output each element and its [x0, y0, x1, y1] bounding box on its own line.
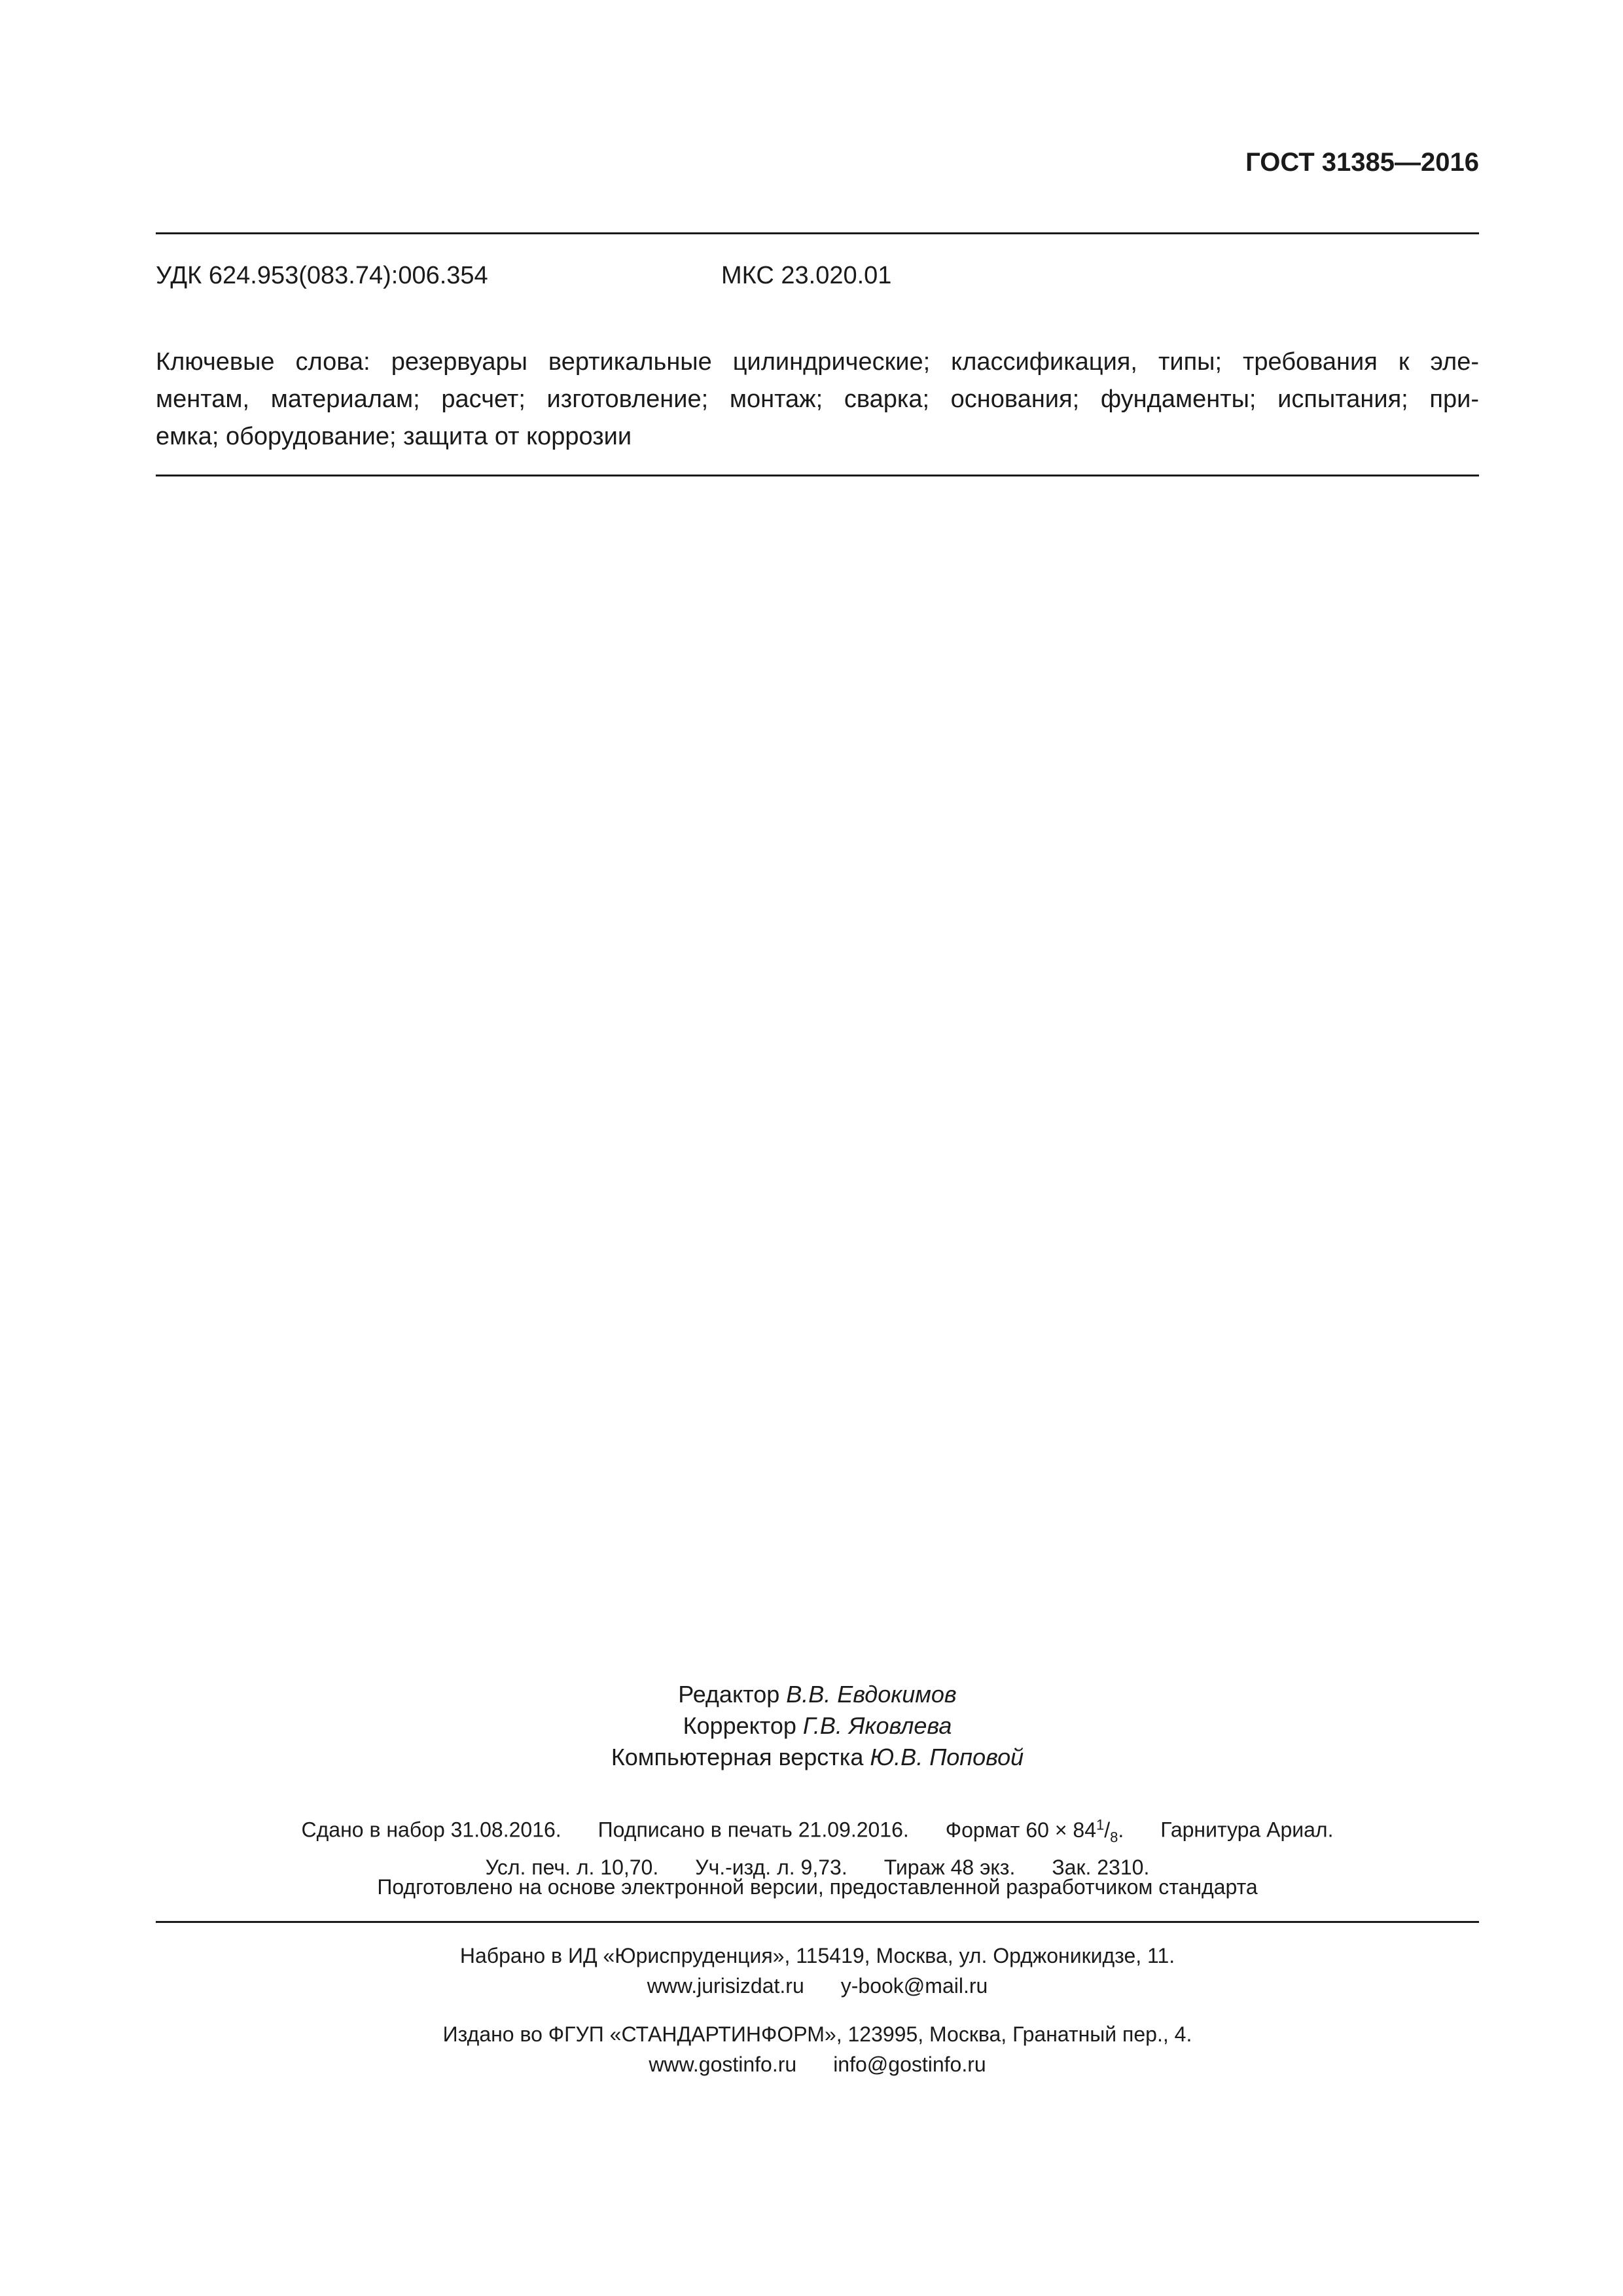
publisher-email-link[interactable]: info@gostinfo.ru: [833, 2053, 986, 2076]
corrector-line: [156, 1710, 1479, 1742]
typesetter-block: [156, 1941, 1479, 2001]
signed-date: Подписано в печать 21.09.2016.: [597, 1818, 909, 1842]
keywords-line: емка; оборудование; защита от коррозии: [156, 423, 632, 450]
submitted-date: Сдано в набор 31.08.2016.: [301, 1818, 562, 1842]
publisher-contacts: [156, 2049, 1479, 2079]
keywords-line: ментам, материалам; расчет; изготовление; монтаж; сварка; основания; фундаменты; испытания; при-: [156, 386, 1479, 413]
publisher-website-link[interactable]: www.gostinfo.ru: [649, 2053, 797, 2076]
imprint-dates-line: [156, 1810, 1479, 1852]
paper-format: [945, 1816, 1124, 1846]
editor-name: В.В. Евдокимов: [786, 1681, 957, 1708]
top-divider: [156, 232, 1479, 234]
prepared-note: Подготовлено на основе электронной версии, предоставленной разработчиком стандарта: [377, 1875, 1258, 1899]
typesetter-email-link[interactable]: y-book@mail.ru: [840, 1974, 988, 1998]
corrector-name: Г.В. Яковлева: [802, 1712, 952, 1739]
layout-name: Ю.В. Поповой: [870, 1744, 1024, 1770]
corrector-label: Корректор: [683, 1712, 796, 1739]
keywords-divider: [156, 475, 1479, 476]
layout-line: [156, 1742, 1479, 1773]
publisher-address: Издано во ФГУП «СТАНДАРТИНФОРМ», 123995, Москва, Гранатный пер., 4.: [442, 2022, 1192, 2046]
editor-line: [156, 1679, 1479, 1710]
print-sheets: Усл. печ. л. 10,70.: [485, 1856, 659, 1880]
typesetter-contacts: [156, 1971, 1479, 2001]
credits-block: [156, 1679, 1479, 1773]
imprint-divider: [156, 1921, 1479, 1923]
typeface: Гарнитура Ариал.: [1160, 1818, 1334, 1842]
editor-label: Редактор: [678, 1681, 780, 1708]
format-denominator: 8: [1110, 1829, 1118, 1846]
format-slash: /: [1104, 1818, 1111, 1842]
mks-code: МКС 23.020.01: [721, 262, 892, 289]
typesetter-address: Набрано в ИД «Юриспруденция», 115419, Москва, ул. Орджоникидзе, 11.: [459, 1944, 1175, 1967]
order-number: Зак. 2310.: [1052, 1856, 1150, 1880]
typesetter-website-link[interactable]: www.jurisizdat.ru: [647, 1974, 804, 1998]
copies: Тираж 48 экз.: [883, 1856, 1016, 1880]
format-suffix: .: [1118, 1818, 1124, 1842]
publisher-sheets: Уч.-изд. л. 9,73.: [695, 1856, 847, 1880]
udk-code: УДК 624.953(083.74):006.354: [156, 262, 488, 289]
layout-label: Компьютерная верстка: [611, 1744, 864, 1770]
document-number: ГОСТ 31385—2016: [1245, 148, 1479, 177]
format-numerator: 1: [1096, 1816, 1105, 1833]
keywords-paragraph: [156, 344, 1479, 456]
publisher-block: [156, 2019, 1479, 2079]
keywords-line: Ключевые слова: резервуары вертикальные цилиндрические; классификация, типы; требования к эле-: [156, 348, 1479, 376]
format-prefix: Формат 60 × 84: [945, 1818, 1096, 1842]
